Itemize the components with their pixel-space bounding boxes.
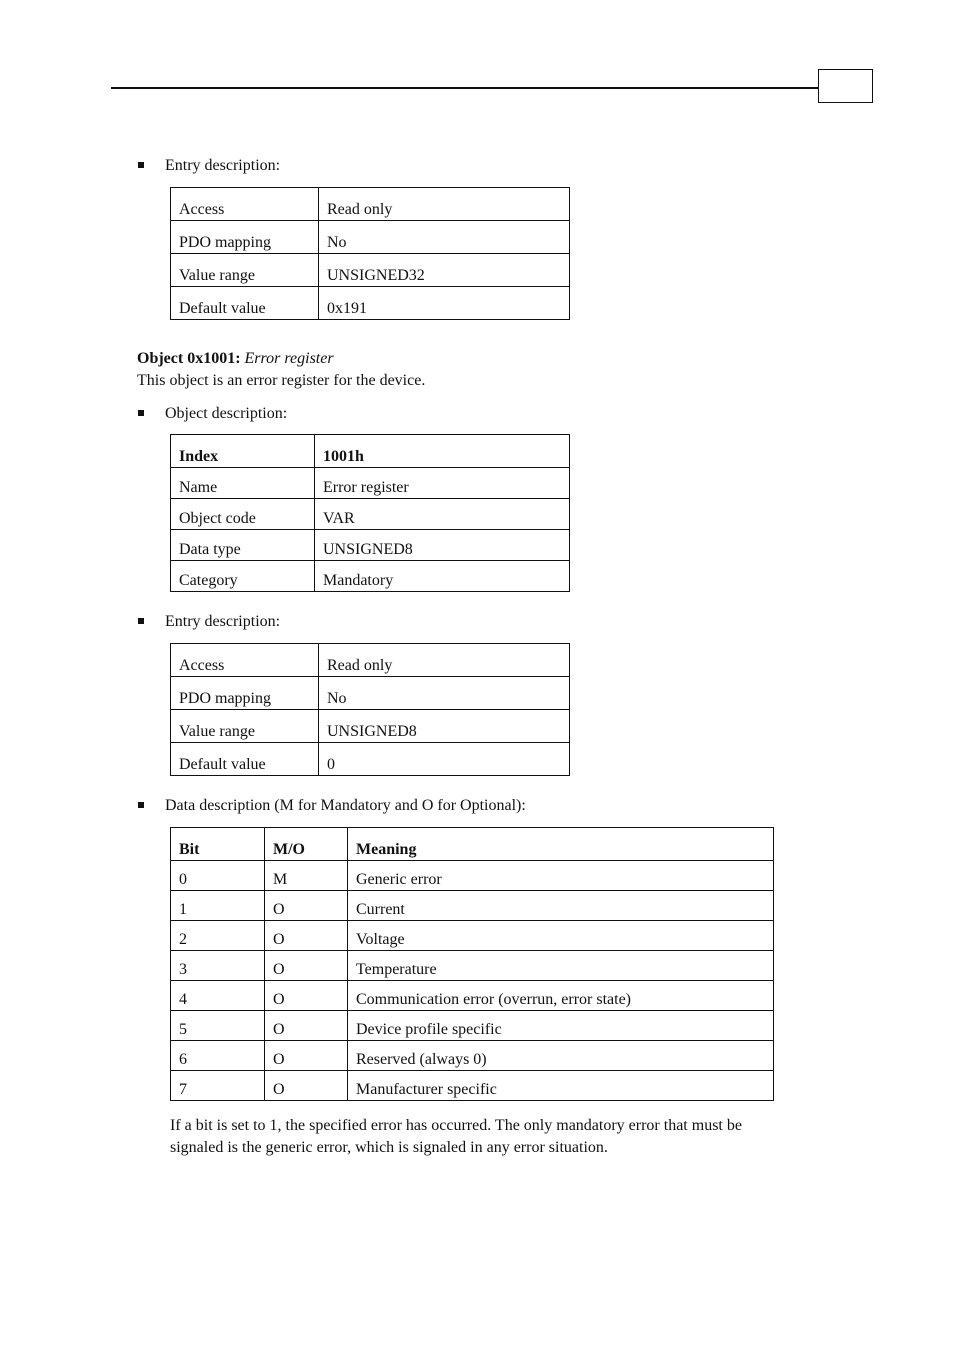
table-cell-meaning: Temperature	[348, 951, 774, 981]
data-description-table	[170, 827, 774, 1101]
table-cell-meaning: Current	[348, 891, 774, 921]
table-cell-bit: 5	[171, 1011, 265, 1041]
header-rule	[111, 87, 819, 89]
table-header-row	[171, 828, 774, 861]
table-cell-meaning: Device profile specific	[348, 1011, 774, 1041]
table-cell-bit: 4	[171, 981, 265, 1011]
table-cell-value: No	[319, 677, 570, 710]
entry-description-label: Entry description:	[165, 157, 281, 174]
table-cell-key: PDO mapping	[171, 221, 319, 254]
table-cell-bit: 3	[171, 951, 265, 981]
table-row	[171, 861, 774, 891]
bullet-icon	[138, 802, 144, 808]
table-cell-value: Read only	[319, 644, 570, 677]
table-row	[171, 743, 570, 776]
table-cell-bit: 6	[171, 1041, 265, 1071]
table-row	[171, 921, 774, 951]
table-cell-bit: 1	[171, 891, 265, 921]
table-row	[171, 287, 570, 320]
table-cell-mo: O	[265, 921, 348, 951]
table-cell-meaning: Manufacturer specific	[348, 1071, 774, 1101]
table-cell-mo: O	[265, 981, 348, 1011]
table-row	[171, 221, 570, 254]
table-cell-key: PDO mapping	[171, 677, 319, 710]
table-cell-mo: O	[265, 1011, 348, 1041]
table-cell-meaning: Communication error (overrun, error state)	[348, 981, 774, 1011]
table-cell-key: Value range	[171, 254, 319, 287]
object-heading-id: Object 0x1001:	[137, 350, 241, 367]
data-description-label: Data description (M for Mandatory and O for Optional):	[165, 797, 526, 814]
table-cell-value: 0x191	[319, 287, 570, 320]
entry-description-table	[170, 187, 570, 320]
table-cell-bit: 7	[171, 1071, 265, 1101]
table-cell-meaning: Voltage	[348, 921, 774, 951]
table-cell-key: Data type	[171, 530, 315, 561]
table-cell-mo: O	[265, 1071, 348, 1101]
table-row	[171, 435, 570, 468]
column-header-mo: M/O	[265, 828, 348, 861]
table-cell-value: Read only	[319, 188, 570, 221]
table-row	[171, 254, 570, 287]
table-cell-key: Default value	[171, 743, 319, 776]
data-description-note: If a bit is set to 1, the specified error has occurred. The only mandatory error that must be signaled is the generic error, which is signaled in any error situation.	[170, 1117, 742, 1156]
table-row	[171, 710, 570, 743]
table-cell-value: VAR	[315, 499, 570, 530]
table-cell-value: No	[319, 221, 570, 254]
table-row	[171, 981, 774, 1011]
page-number-box	[818, 69, 873, 103]
table-row	[171, 499, 570, 530]
table-row	[171, 561, 570, 592]
table-row	[171, 1041, 774, 1071]
bullet-icon	[138, 410, 144, 416]
table-cell-value: Mandatory	[315, 561, 570, 592]
table-row	[171, 530, 570, 561]
table-cell-key: Category	[171, 561, 315, 592]
table-cell-key: Access	[171, 644, 319, 677]
table-cell-value: UNSIGNED32	[319, 254, 570, 287]
table-row	[171, 1071, 774, 1101]
table-cell-key: Index	[171, 435, 315, 468]
table-cell-bit: 2	[171, 921, 265, 951]
object-heading-name: Error register	[244, 350, 334, 367]
table-row	[171, 677, 570, 710]
object-heading	[137, 349, 334, 369]
table-row	[171, 188, 570, 221]
table-cell-value: UNSIGNED8	[315, 530, 570, 561]
table-cell-key: Value range	[171, 710, 319, 743]
column-header-bit: Bit	[171, 828, 265, 861]
table-row	[171, 951, 774, 981]
table-cell-key: Object code	[171, 499, 315, 530]
object-description-table	[170, 434, 570, 592]
entry-description-label: Entry description:	[165, 613, 281, 630]
table-cell-key: Access	[171, 188, 319, 221]
table-cell-value: Error register	[315, 468, 570, 499]
table-row	[171, 1011, 774, 1041]
bullet-icon	[138, 162, 144, 168]
table-cell-mo: O	[265, 1041, 348, 1071]
table-cell-bit: 0	[171, 861, 265, 891]
table-cell-meaning: Reserved (always 0)	[348, 1041, 774, 1071]
table-cell-mo: M	[265, 861, 348, 891]
column-header-meaning: Meaning	[348, 828, 774, 861]
table-cell-value: UNSIGNED8	[319, 710, 570, 743]
table-cell-key: Default value	[171, 287, 319, 320]
object-intro: This object is an error register for the device.	[137, 372, 426, 389]
table-cell-meaning: Generic error	[348, 861, 774, 891]
table-row	[171, 644, 570, 677]
bullet-icon	[138, 618, 144, 624]
table-cell-key: Name	[171, 468, 315, 499]
table-cell-mo: O	[265, 951, 348, 981]
table-row	[171, 891, 774, 921]
entry-description-table	[170, 643, 570, 776]
table-cell-value: 1001h	[315, 435, 570, 468]
table-cell-value: 0	[319, 743, 570, 776]
object-description-label: Object description:	[165, 405, 288, 422]
table-row	[171, 468, 570, 499]
table-cell-mo: O	[265, 891, 348, 921]
